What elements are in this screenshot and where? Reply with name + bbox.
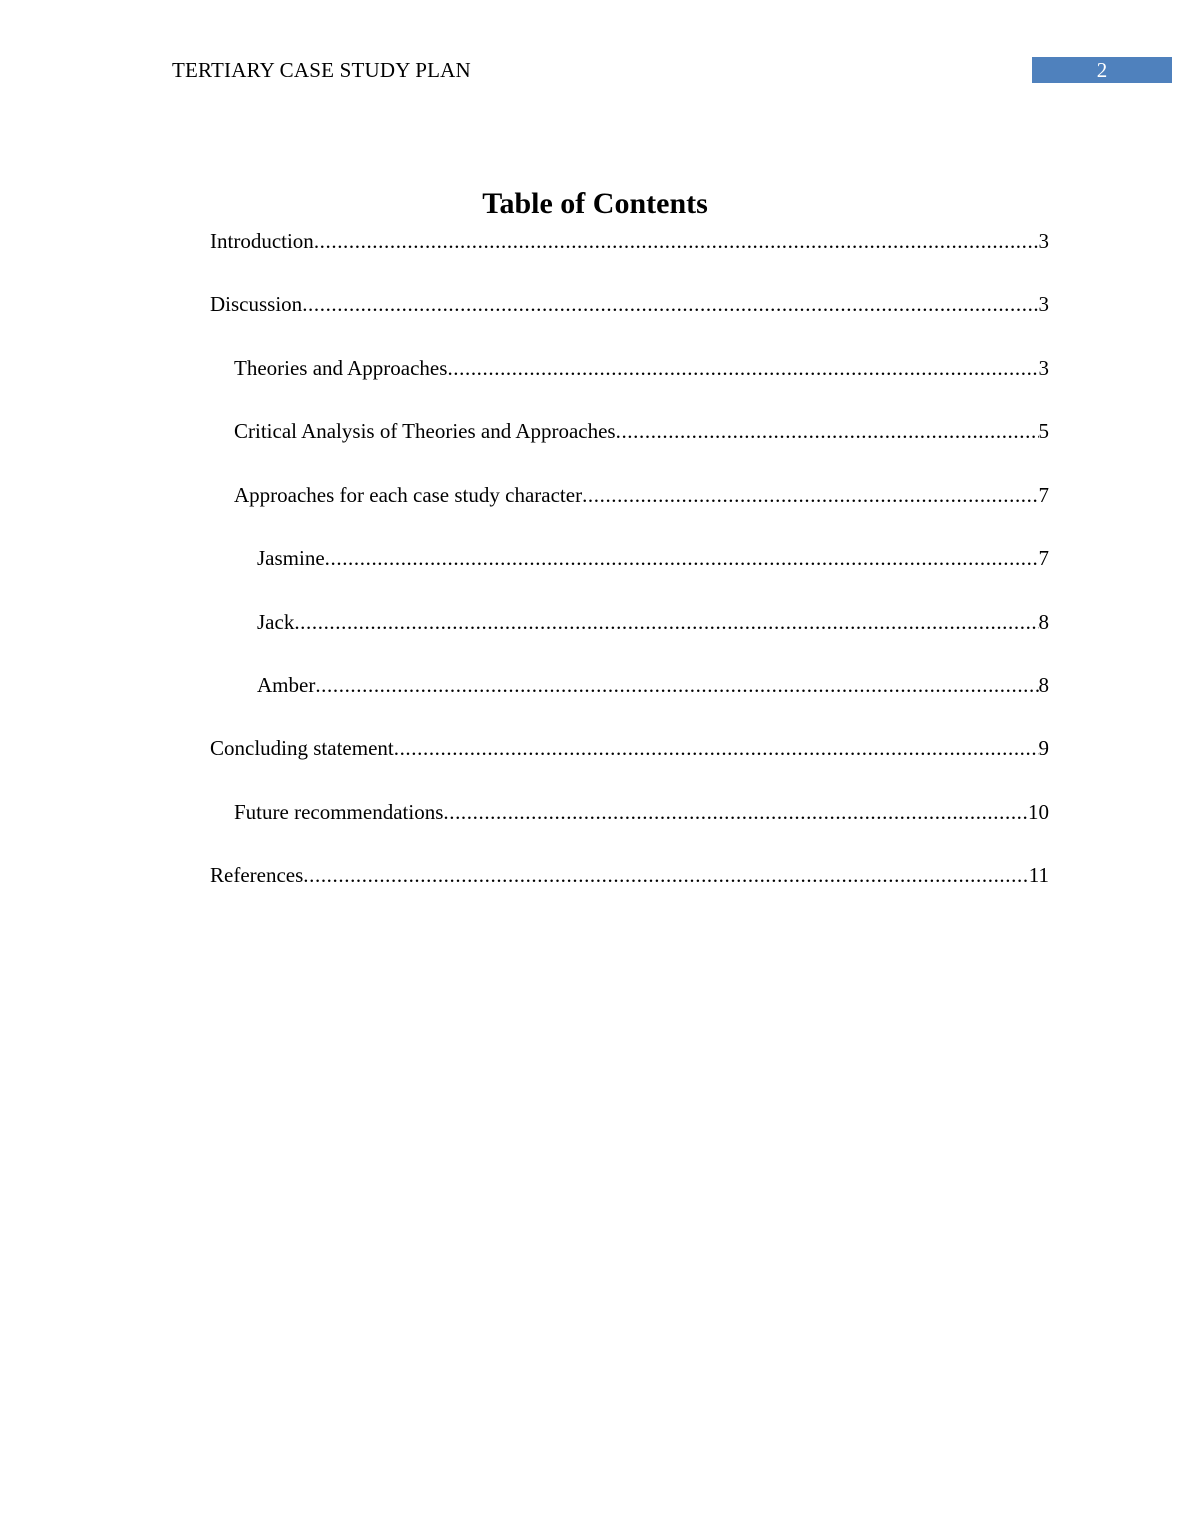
- toc-entry-label: Future recommendations: [234, 800, 444, 824]
- toc-leader-dots: [325, 543, 1039, 573]
- toc-leader-dots: [616, 416, 1039, 446]
- toc-entry-approaches-per-character[interactable]: [234, 480, 1049, 510]
- toc-entry-label: Amber: [257, 673, 316, 697]
- page-number-badge: 2: [1032, 57, 1172, 83]
- toc-entry-amber[interactable]: [257, 670, 1049, 700]
- toc-entry-critical-analysis[interactable]: [234, 416, 1049, 446]
- toc-entry-discussion[interactable]: [210, 289, 1049, 319]
- toc-title: Table of Contents: [482, 187, 708, 220]
- toc-entry-page: 3: [1038, 292, 1049, 316]
- toc-entry-page: 8: [1038, 610, 1049, 634]
- toc-entry-future-recommendations[interactable]: [234, 797, 1049, 827]
- toc-leader-dots: [294, 607, 1038, 637]
- toc-entry-label: Concluding statement: [210, 736, 394, 760]
- toc-leader-dots: [443, 797, 1028, 827]
- toc-entry-label: Discussion: [210, 292, 303, 316]
- toc-entry-references[interactable]: [210, 860, 1049, 890]
- toc-entry-page: 7: [1038, 483, 1049, 507]
- running-head: TERTIARY CASE STUDY PLAN: [172, 58, 471, 82]
- toc-entry-label: Theories and Approaches: [234, 356, 448, 380]
- toc-entry-page: 10: [1028, 800, 1049, 824]
- toc-entry-page: 3: [1038, 229, 1049, 253]
- toc-entry-label: References: [210, 863, 304, 887]
- toc-leader-dots: [447, 353, 1038, 383]
- toc-leader-dots: [582, 480, 1038, 510]
- toc-leader-dots: [315, 670, 1038, 700]
- toc-leader-dots: [303, 860, 1028, 890]
- toc-entry-jack[interactable]: [257, 607, 1049, 637]
- toc-entry-label: Jasmine: [257, 546, 325, 570]
- toc-entry-page: 11: [1028, 863, 1049, 887]
- toc-entry-theories-and-approaches[interactable]: [234, 353, 1049, 383]
- toc-entry-page: 3: [1038, 356, 1049, 380]
- toc-entry-label: Critical Analysis of Theories and Approaches: [234, 419, 616, 443]
- toc-entry-page: 8: [1038, 673, 1049, 697]
- toc-entry-jasmine[interactable]: [257, 543, 1049, 573]
- toc-entry-label: Approaches for each case study character: [234, 483, 583, 507]
- toc-entry-label: Jack: [257, 610, 295, 634]
- toc-entry-concluding-statement[interactable]: [210, 733, 1049, 763]
- toc-leader-dots: [394, 733, 1039, 763]
- toc-entry-introduction[interactable]: [210, 226, 1049, 256]
- toc-entry-page: 9: [1038, 736, 1049, 760]
- toc-leader-dots: [302, 289, 1038, 319]
- toc-entry-label: Introduction: [210, 229, 314, 253]
- toc-entry-page: 7: [1038, 546, 1049, 570]
- toc-leader-dots: [314, 226, 1039, 256]
- toc-entry-page: 5: [1038, 419, 1049, 443]
